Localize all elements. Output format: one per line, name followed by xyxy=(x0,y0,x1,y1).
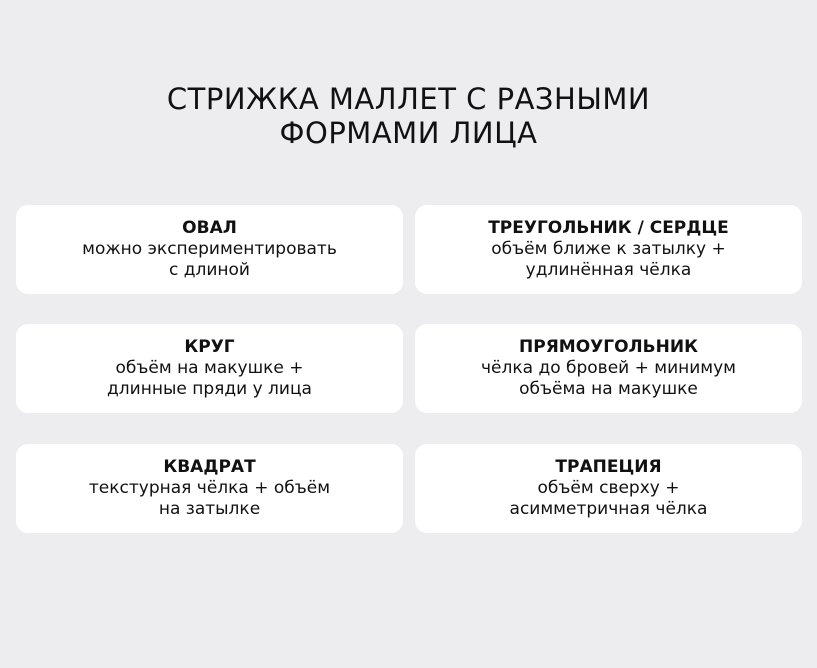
card-square xyxy=(16,444,403,533)
card-description-line-2: объёма на макушке xyxy=(519,379,698,399)
card-description-line-1: чёлка до бровей + минимум xyxy=(480,358,737,378)
page-title xyxy=(0,82,817,150)
card-description-line-2: асимметричная чёлка xyxy=(509,499,708,519)
card-title: КРУГ xyxy=(184,337,235,357)
card-title: ТРЕУГОЛЬНИК / СЕРДЦЕ xyxy=(488,218,729,238)
card-description-line-1: объём на макушке + xyxy=(115,358,304,378)
card-title: КВАДРАТ xyxy=(163,457,256,477)
page-title-line-2: ФОРМАМИ ЛИЦА xyxy=(279,116,538,150)
card-title: ПРЯМОУГОЛЬНИК xyxy=(519,337,698,357)
card-description-line-2: длинные пряди у лица xyxy=(107,379,312,399)
card-description-line-1: объём ближе к затылку + xyxy=(491,239,726,259)
card-trapezoid xyxy=(415,444,802,533)
card-description-line-2: с длиной xyxy=(169,260,250,280)
card-title: ОВАЛ xyxy=(182,218,237,238)
page-title-line-1: СТРИЖКА МАЛЛЕТ С РАЗНЫМИ xyxy=(166,82,651,116)
card-oval xyxy=(16,205,403,294)
card-rectangle xyxy=(415,324,802,413)
card-description-line-1: можно экспериментировать xyxy=(82,239,337,259)
card-description-line-2: на затылке xyxy=(158,499,261,519)
card-title: ТРАПЕЦИЯ xyxy=(555,457,662,477)
card-description-line-2: удлинённая чёлка xyxy=(525,260,692,280)
card-triangle-heart xyxy=(415,205,802,294)
card-description-line-1: текстурная чёлка + объём xyxy=(88,478,331,498)
card-description-line-1: объём сверху + xyxy=(537,478,680,498)
card-circle xyxy=(16,324,403,413)
